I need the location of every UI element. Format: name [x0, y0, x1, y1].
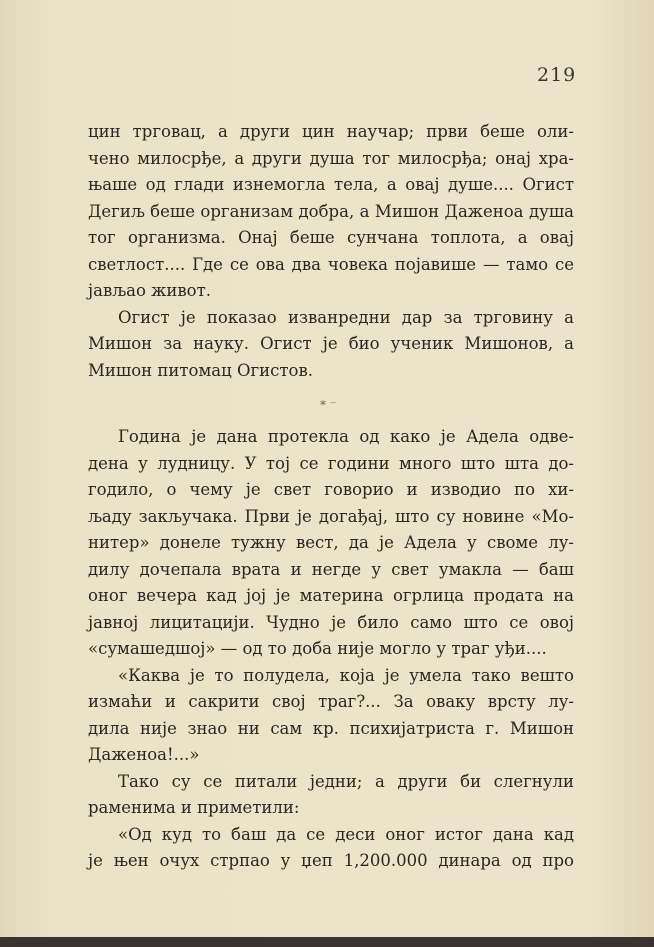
text-line: Мишон за науку. Огист је био ученик Мишонов, а: [88, 334, 574, 353]
text-line: Даженоа!...»: [88, 745, 200, 764]
text-line: дена у лудницу. У тој се години много што шта до-: [88, 453, 574, 473]
text-line: цин трговац, а други цин научар; први беше оли-: [88, 122, 574, 141]
text-line: оног вечера кад јој је материна огрлица продата на: [88, 586, 574, 605]
text-line: љаду закључака. Први је догађај, што су новине «Мо-: [88, 506, 574, 526]
text-line: је њен очух стрпао у џеп 1,200.000 динара од про: [88, 851, 574, 870]
text-line: Огист је показао изванредни дар за трговину а: [118, 307, 574, 327]
text-line: «Каква је то полудела, која је умела тако вешто: [118, 665, 574, 685]
text-line: Година је дана протекла од како је Адела одве-: [118, 427, 574, 446]
text-line: светлост.... Где се ова два човека појавише — тамо се: [88, 254, 574, 274]
text-line: дила није знао ни сам кр. психијатриста г. Мишон: [88, 718, 574, 738]
text-line: њаше од глади изнемогла тела, а овај душе.... Огист: [88, 175, 574, 194]
text-line: раменима и приметили:: [88, 798, 300, 817]
page-edge-shadow: [0, 937, 654, 947]
text-line: тог организма. Онај беше сунчана топлота, а овај: [88, 228, 574, 247]
text-line: чено милосрђе, а други душа тог милосрђа; онај хра-: [88, 148, 574, 168]
text-line: Тако су се питали једни; а други би слегнули: [118, 771, 574, 791]
text-line: дилу дочепала врата и негде у свет умакла — баш: [88, 559, 574, 579]
text-line: годило, о чему је свет говорио и изводио по хи-: [88, 480, 574, 499]
text-line: јавној лицитацији. Чудно је било само што се овој: [88, 612, 574, 632]
section-divider: * ⁻: [320, 398, 337, 412]
text-block-bottom: [88, 424, 574, 875]
text-line: «Од куд то баш да се деси оног истог дана кад: [118, 824, 574, 844]
text-block-top: [88, 119, 574, 384]
page-number: 219: [537, 64, 577, 86]
text-line: јављао живот.: [88, 281, 211, 300]
text-line: «сумашедшој» — од то доба није могло у траг уђи....: [88, 639, 547, 658]
text-line: Дегиљ беше организам добра, а Мишон Даженоа душа: [88, 201, 574, 221]
text-line: измаћи и сакрити свој траг?... За оваку врсту лу-: [88, 692, 574, 711]
text-line: нитер» донеле тужну вест, да је Адела у своме лу-: [88, 533, 574, 552]
text-line: Мишон питомац Огистов.: [88, 360, 313, 380]
